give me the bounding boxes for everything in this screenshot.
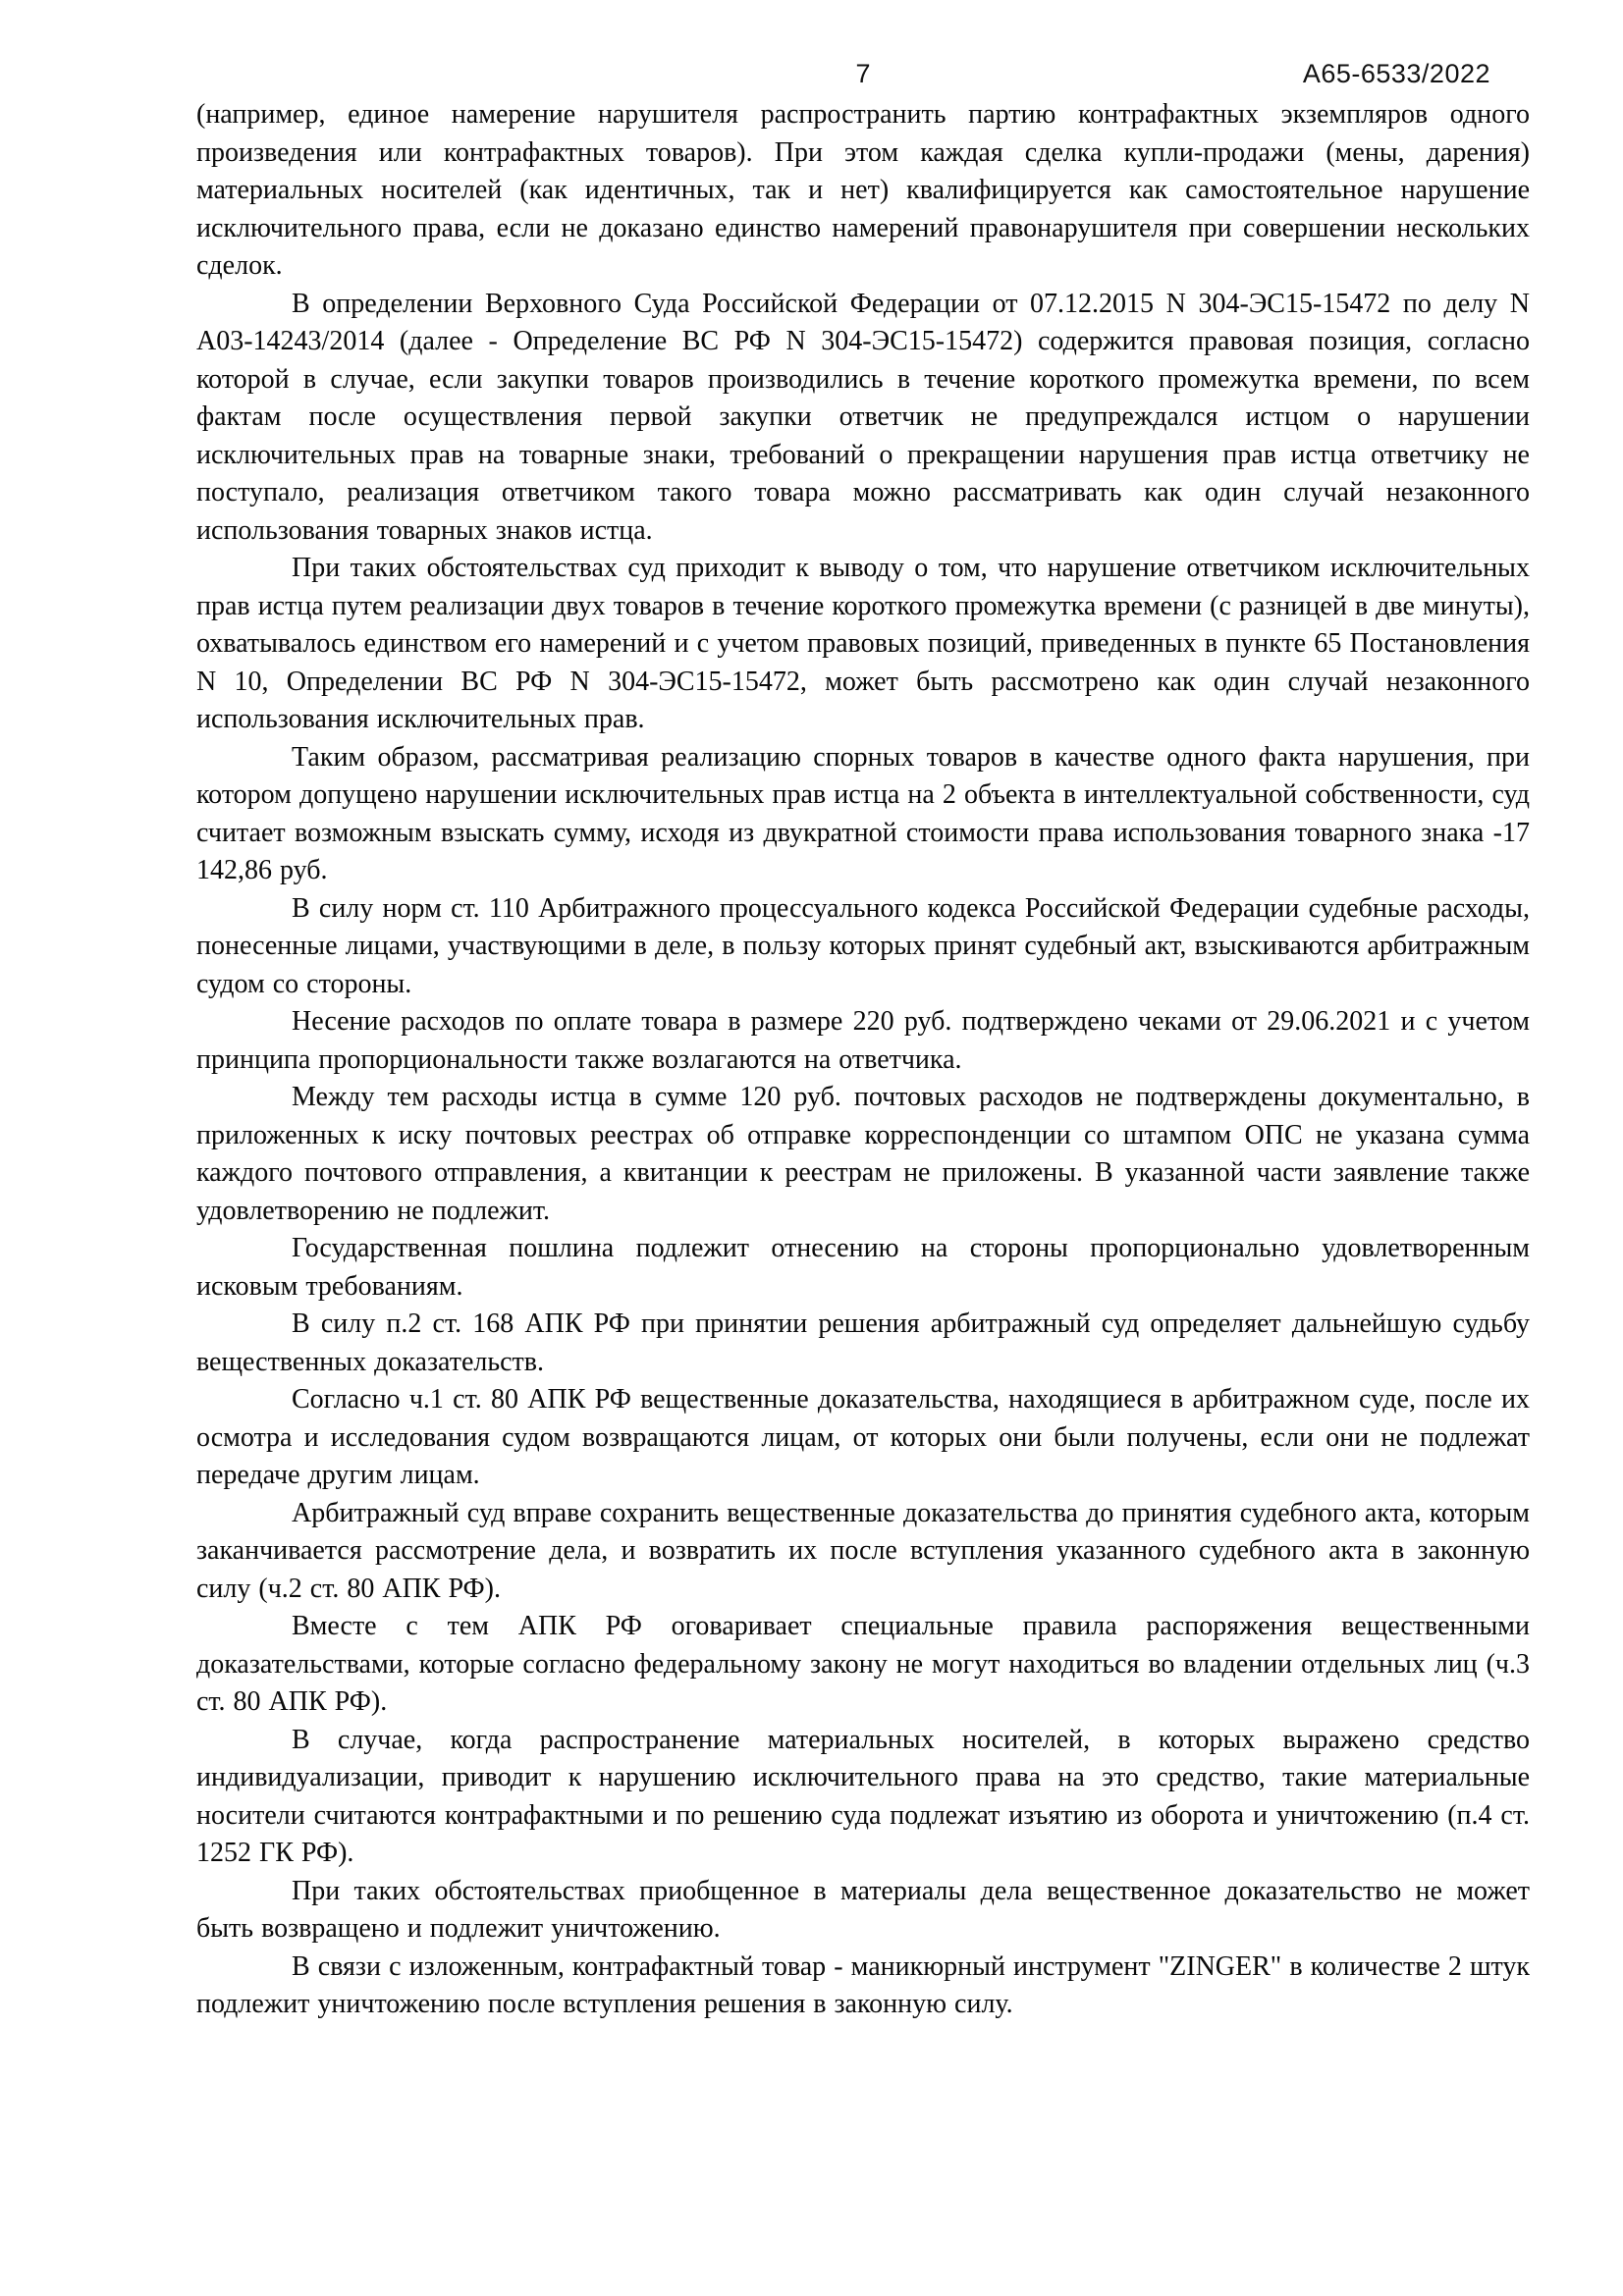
paragraph: В определении Верховного Суда Российской Федерации от 07.12.2015 N 304-ЭС15-15472 по делу N А03-14243/2014 (далее - Определение ВС РФ N 304-ЭС15-15472) содержится правовая позиция, согласно которой в случае, если закупки товаров производились в течение короткого промежутка времени, по всем фактам после осуществления первой закупки ответчик не предупреждался истцом о нарушении исключительных прав на товарные знаки, требований о прекращении нарушения прав истца ответчику не поступало, реализация ответчиком такого товара можно рассматривать как один случай незаконного использования товарных знаков истца. bbox=[196, 288, 1530, 546]
paragraph: (например, единое намерение нарушителя распространить партию контрафактных экземпляров одного произведения или контрафактных товаров). При этом каждая сделка купли-продажи (мены, дарения) материальных носителей (как идентичных, так и нет) квалифицируется как самостоятельное нарушение исключительного права, если не доказано единство намерений правонарушителя при совершении нескольких сделок. bbox=[196, 99, 1530, 281]
paragraph: Между тем расходы истца в сумме 120 руб. почтовых расходов не подтверждены документально, в приложенных к иску почтовых реестрах об отправке корреспонденции со штампом ОПС не указана сумма каждого почтового отправления, а квитанции к реестрам не приложены. В указанной части заявление также удовлетворению не подлежит. bbox=[196, 1082, 1530, 1226]
document-body bbox=[196, 96, 1530, 2024]
paragraph: Несение расходов по оплате товара в размере 220 руб. подтверждено чеками от 29.06.2021 и с учетом принципа пропорциональности также возлагаются на ответчика. bbox=[196, 1006, 1530, 1075]
paragraph: В силу п.2 ст. 168 АПК РФ при принятии решения арбитражный суд определяет дальнейшую судьбу вещественных доказательств. bbox=[196, 1308, 1530, 1377]
page-number: 7 bbox=[855, 59, 871, 88]
page-header bbox=[196, 59, 1530, 94]
paragraph: Государственная пошлина подлежит отнесению на стороны пропорционально удовлетворенным исковым требованиям. bbox=[196, 1233, 1530, 1302]
paragraph: В случае, когда распространение материальных носителей, в которых выражено средство индивидуализации, приводит к нарушению исключительного права на это средство, такие материальные носители считаются контрафактными и по решению суда подлежат изъятию из оборота и уничтожению (п.4 ст. 1252 ГК РФ). bbox=[196, 1724, 1530, 1868]
paragraph: Согласно ч.1 ст. 80 АПК РФ вещественные доказательства, находящиеся в арбитражном суде, после их осмотра и исследования судом возвращаются лицам, от которых они были получены, если они не подлежат передаче другим лицам. bbox=[196, 1384, 1530, 1490]
paragraph: В связи с изложенным, контрафактный товар - маникюрный инструмент "ZINGER" в количестве 2 штук подлежит уничтожению после вступления решения в законную силу. bbox=[196, 1950, 1530, 2019]
paragraph: Вместе с тем АПК РФ оговаривает специальные правила распоряжения вещественными доказательствами, которые согласно федеральному закону не могут находиться во владении отдельных лиц (ч.3 ст. 80 АПК РФ). bbox=[196, 1611, 1530, 1717]
paragraph: В силу норм ст. 110 Арбитражного процессуального кодекса Российской Федерации судебные расходы, понесенные лицами, участвующими в деле, в пользу которых принят судебный акт, взыскиваются арбитражным судом со стороны. bbox=[196, 892, 1530, 999]
case-number: А65-6533/2022 bbox=[1302, 59, 1490, 88]
paragraph: Таким образом, рассматривая реализацию спорных товаров в качестве одного факта нарушения, при котором допущено нарушении исключительных прав истца на 2 объекта в интеллектуальной собственности, суд считает возможным взыскать сумму, исходя из двукратной стоимости права использования товарного знака -17 142,86 руб. bbox=[196, 741, 1530, 885]
paragraph: При таких обстоятельствах суд приходит к выводу о том, что нарушение ответчиком исключительных прав истца путем реализации двух товаров в течение короткого промежутка времени (с разницей в две минуты), охватывалось единством его намерений и с учетом правовых позиций, приведенных в пункте 65 Постановления N 10, Определении ВС РФ N 304-ЭС15-15472, может быть рассмотрено как один случай незаконного использования исключительных прав. bbox=[196, 553, 1530, 734]
paragraph: Арбитражный суд вправе сохранить вещественные доказательства до принятия судебного акта, которым заканчивается рассмотрение дела, и возвратить их после вступления указанного судебного акта в законную силу (ч.2 ст. 80 АПК РФ). bbox=[196, 1497, 1530, 1604]
paragraph: При таких обстоятельствах приобщенное в материалы дела вещественное доказательство не может быть возвращено и подлежит уничтожению. bbox=[196, 1875, 1530, 1944]
